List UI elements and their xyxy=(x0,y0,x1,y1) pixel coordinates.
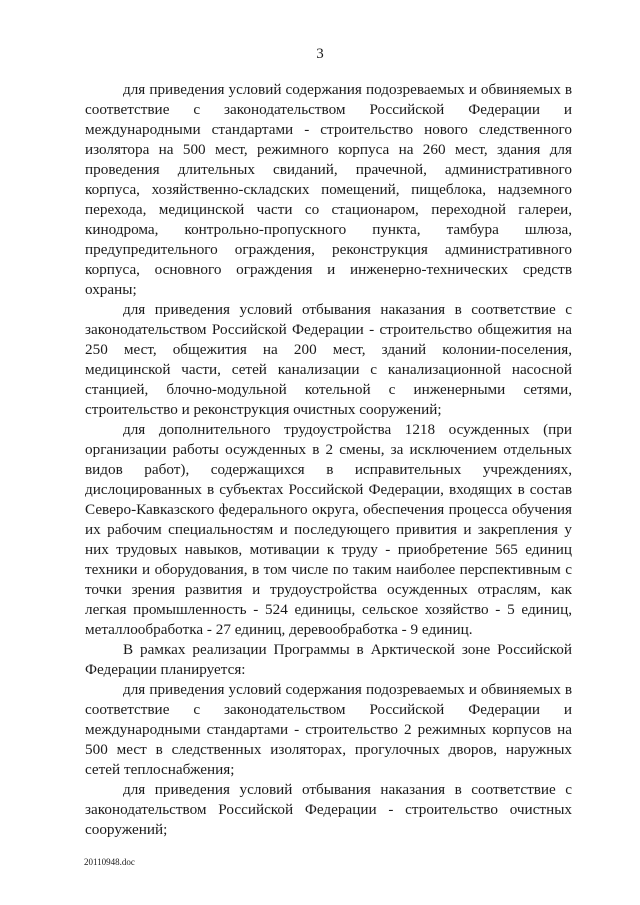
paragraph-arctic-detention: для приведения условий содержания подозреваемых и обвиняемых в соответствие с законодательством Российской Федерации и международными стандартами - строительство 2 режимных корпусов на 500 мест в следственных изоляторах, прогулочных дворов, наружных сетей теплоснабжения; xyxy=(85,681,572,778)
page-number: 3 xyxy=(316,46,324,62)
document-body xyxy=(85,80,572,840)
paragraph-arctic-intro: В рамках реализации Программы в Арктической зоне Российской Федерации планируется: xyxy=(85,641,572,678)
paragraph-employment: для дополнительного трудоустройства 1218 осужденных (при организации работы осужденных в 2 смены, за исключением отдельных видов работ), содержащихся в исправительных учреждениях, дислоцированных в субъектах Российской Федерации, входящих в состав Северо-Кавказского федерального округа, обеспечения процесса обучения их рабочим специальностям и последующего привития и закрепления у них трудовых навыков, мотивации к труду - приобретение 565 единиц техники и оборудования, в том числе по таким наиболее перспективным с точки зрения развития и трудоустройства осужденных отраслям, как легкая промышленность - 524 единицы, сельское хозяйство - 5 единиц, металлообработка - 27 единиц, деревообработка - 9 единиц. xyxy=(85,421,572,638)
paragraph-detention-conditions: для приведения условий содержания подозреваемых и обвиняемых в соответствие с законодательством Российской Федерации и международными стандартами - строительство нового следственного изолятора на 500 мест, режимного корпуса на 260 мест, здания для проведения длительных свиданий, прачечной, административного корпуса, хозяйственно-складских помещений, пищеблока, надземного перехода, медицинской части со стационаром, переходной галереи, кинодрома, контрольно-пропускного пункта, тамбура шлюза, предупредительного ограждения, реконструкция административного корпуса, основного ограждения и инженерно-технических средств охраны; xyxy=(85,81,572,298)
paragraph-punishment-conditions: для приведения условий отбывания наказания в соответствие с законодательством Российской Федерации - строительство общежития на 250 мест, общежития на 200 мест, зданий колонии-поселения, медицинской части, сетей канализации с канализационной насосной станцией, блочно-модульной котельной с инженерными сетями, строительство и реконструкция очистных сооружений; xyxy=(85,301,572,418)
paragraph-arctic-punishment: для приведения условий отбывания наказания в соответствие с законодательством Российской Федерации - строительство очистных сооружений; xyxy=(85,781,572,838)
footer-filename: 20110948.doc xyxy=(84,857,135,867)
